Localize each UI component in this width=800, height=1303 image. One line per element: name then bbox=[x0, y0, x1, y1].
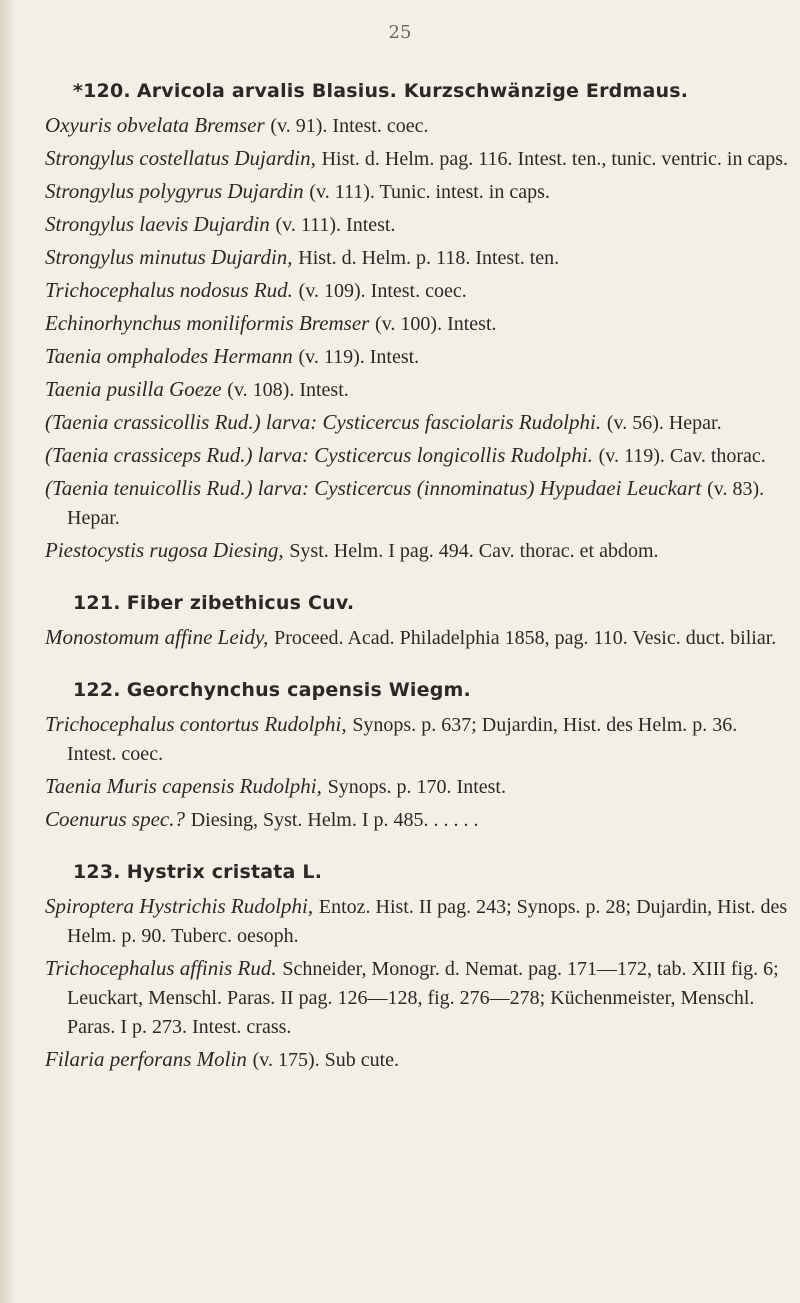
species-name: (Taenia crassicollis Rud.) larva: Cysticercus fasciolaris Rudolphi. bbox=[45, 410, 602, 434]
reference: Syst. Helm. I pag. 494. Cav. thorac. et abdom. bbox=[289, 540, 659, 562]
entry bbox=[45, 441, 790, 471]
section-heading bbox=[73, 859, 790, 886]
page-number: 25 bbox=[388, 22, 412, 43]
entry bbox=[45, 892, 790, 951]
section-number: 122. bbox=[73, 679, 121, 701]
reference: Diesing, Syst. Helm. I p. 485. . . . . . bbox=[190, 809, 479, 831]
section-title: Arvicola arvalis Blasius. Kurzschwänzige Erdmaus. bbox=[136, 80, 689, 102]
species-name: Echinorhynchus moniliformis Bremser bbox=[45, 311, 370, 335]
reference: (v. 108). Intest. bbox=[227, 379, 349, 401]
entry bbox=[45, 243, 790, 273]
section-number: 121. bbox=[73, 592, 121, 614]
entry bbox=[45, 772, 790, 802]
section-number: 123. bbox=[73, 861, 121, 883]
section-number: *120. bbox=[73, 80, 131, 102]
entry bbox=[45, 408, 790, 438]
entry bbox=[45, 536, 790, 566]
reference: (v. 111). Intest. bbox=[275, 214, 396, 236]
species-name: Piestocystis rugosa Diesing, bbox=[45, 538, 284, 562]
species-name: Coenurus spec.? bbox=[45, 807, 185, 831]
reference: Hist. d. Helm. p. 118. Intest. ten. bbox=[298, 247, 560, 269]
section-title: Fiber zibethicus Cuv. bbox=[126, 592, 355, 614]
species-name: (Taenia crassiceps Rud.) larva: Cysticercus longicollis Rudolphi. bbox=[45, 443, 593, 467]
reference: (v. 100). Intest. bbox=[375, 313, 497, 335]
reference: (v. 119). Intest. bbox=[298, 346, 420, 368]
entry bbox=[45, 342, 790, 372]
species-name: Filaria perforans Molin bbox=[45, 1047, 247, 1071]
section-123 bbox=[45, 859, 790, 1075]
entry bbox=[45, 144, 790, 174]
species-name: Monostomum affine Leidy, bbox=[45, 625, 269, 649]
entry bbox=[45, 375, 790, 405]
entry bbox=[45, 309, 790, 339]
section-122 bbox=[45, 677, 790, 835]
reference: Entoz. Hist. II pag. 243; Synops. p. 28; Dujardin, Hist. des Helm. p. 90. Tuberc. oesoph. bbox=[67, 896, 788, 947]
reference: (v. 91). Intest. coec. bbox=[270, 115, 429, 137]
entry bbox=[45, 623, 790, 653]
reference: Schneider, Monogr. d. Nemat. pag. 171—172, tab. XIII fig. 6; Leuckart, Menschl. Paras. II pag. 126—128, fig. 276—278; Küchenmeister, Menschl. Paras. I p. 273. Intest. crass. bbox=[67, 958, 779, 1038]
species-name: Strongylus costellatus Dujardin, bbox=[45, 146, 316, 170]
section-title: Georchynchus capensis Wiegm. bbox=[126, 679, 471, 701]
species-name: Taenia Muris capensis Rudolphi, bbox=[45, 774, 322, 798]
reference: (v. 56). Hepar. bbox=[606, 412, 722, 434]
species-name: Strongylus minutus Dujardin, bbox=[45, 245, 293, 269]
section-heading bbox=[73, 590, 790, 617]
entry bbox=[45, 210, 790, 240]
species-name: Oxyuris obvelata Bremser bbox=[45, 113, 265, 137]
entry bbox=[45, 954, 790, 1042]
reference: Proceed. Acad. Philadelphia 1858, pag. 110. Vesic. duct. biliar. bbox=[274, 627, 777, 649]
section-heading bbox=[73, 78, 790, 105]
species-name: Trichocephalus contortus Rudolphi, bbox=[45, 712, 347, 736]
entry bbox=[45, 177, 790, 207]
species-name: Taenia omphalodes Hermann bbox=[45, 344, 293, 368]
species-name: (Taenia tenuicollis Rud.) larva: Cysticercus (innominatus) Hypudaei Leuckart bbox=[45, 476, 702, 500]
reference: (v. 109). Intest. coec. bbox=[298, 280, 467, 302]
entry bbox=[45, 710, 790, 769]
species-name: Strongylus laevis Dujardin bbox=[45, 212, 270, 236]
section-title: Hystrix cristata L. bbox=[126, 861, 323, 883]
reference: Synops. p. 637; Dujardin, Hist. des Helm. p. 36. Intest. coec. bbox=[67, 714, 738, 765]
species-name: Strongylus polygyrus Dujardin bbox=[45, 179, 304, 203]
page-content bbox=[45, 78, 790, 1099]
reference: Synops. p. 170. Intest. bbox=[327, 776, 506, 798]
entry bbox=[45, 1045, 790, 1075]
section-120 bbox=[45, 78, 790, 566]
reference: (v. 111). Tunic. intest. in caps. bbox=[309, 181, 550, 203]
species-name: Trichocephalus nodosus Rud. bbox=[45, 278, 293, 302]
entry bbox=[45, 111, 790, 141]
reference: Hist. d. Helm. pag. 116. Intest. ten., tunic. ventric. in caps. bbox=[321, 148, 788, 170]
section-heading bbox=[73, 677, 790, 704]
entry bbox=[45, 805, 790, 835]
reference: (v. 175). Sub cute. bbox=[252, 1049, 400, 1071]
page-edge-shadow bbox=[0, 0, 14, 1303]
reference: (v. 119). Cav. thorac. bbox=[598, 445, 766, 467]
species-name: Taenia pusilla Goeze bbox=[45, 377, 222, 401]
species-name: Trichocephalus affinis Rud. bbox=[45, 956, 277, 980]
reference: (v. 83). Hepar. bbox=[67, 478, 765, 529]
entry bbox=[45, 474, 790, 533]
section-121 bbox=[45, 590, 790, 653]
entry bbox=[45, 276, 790, 306]
species-name: Spiroptera Hystrichis Rudolphi, bbox=[45, 894, 314, 918]
